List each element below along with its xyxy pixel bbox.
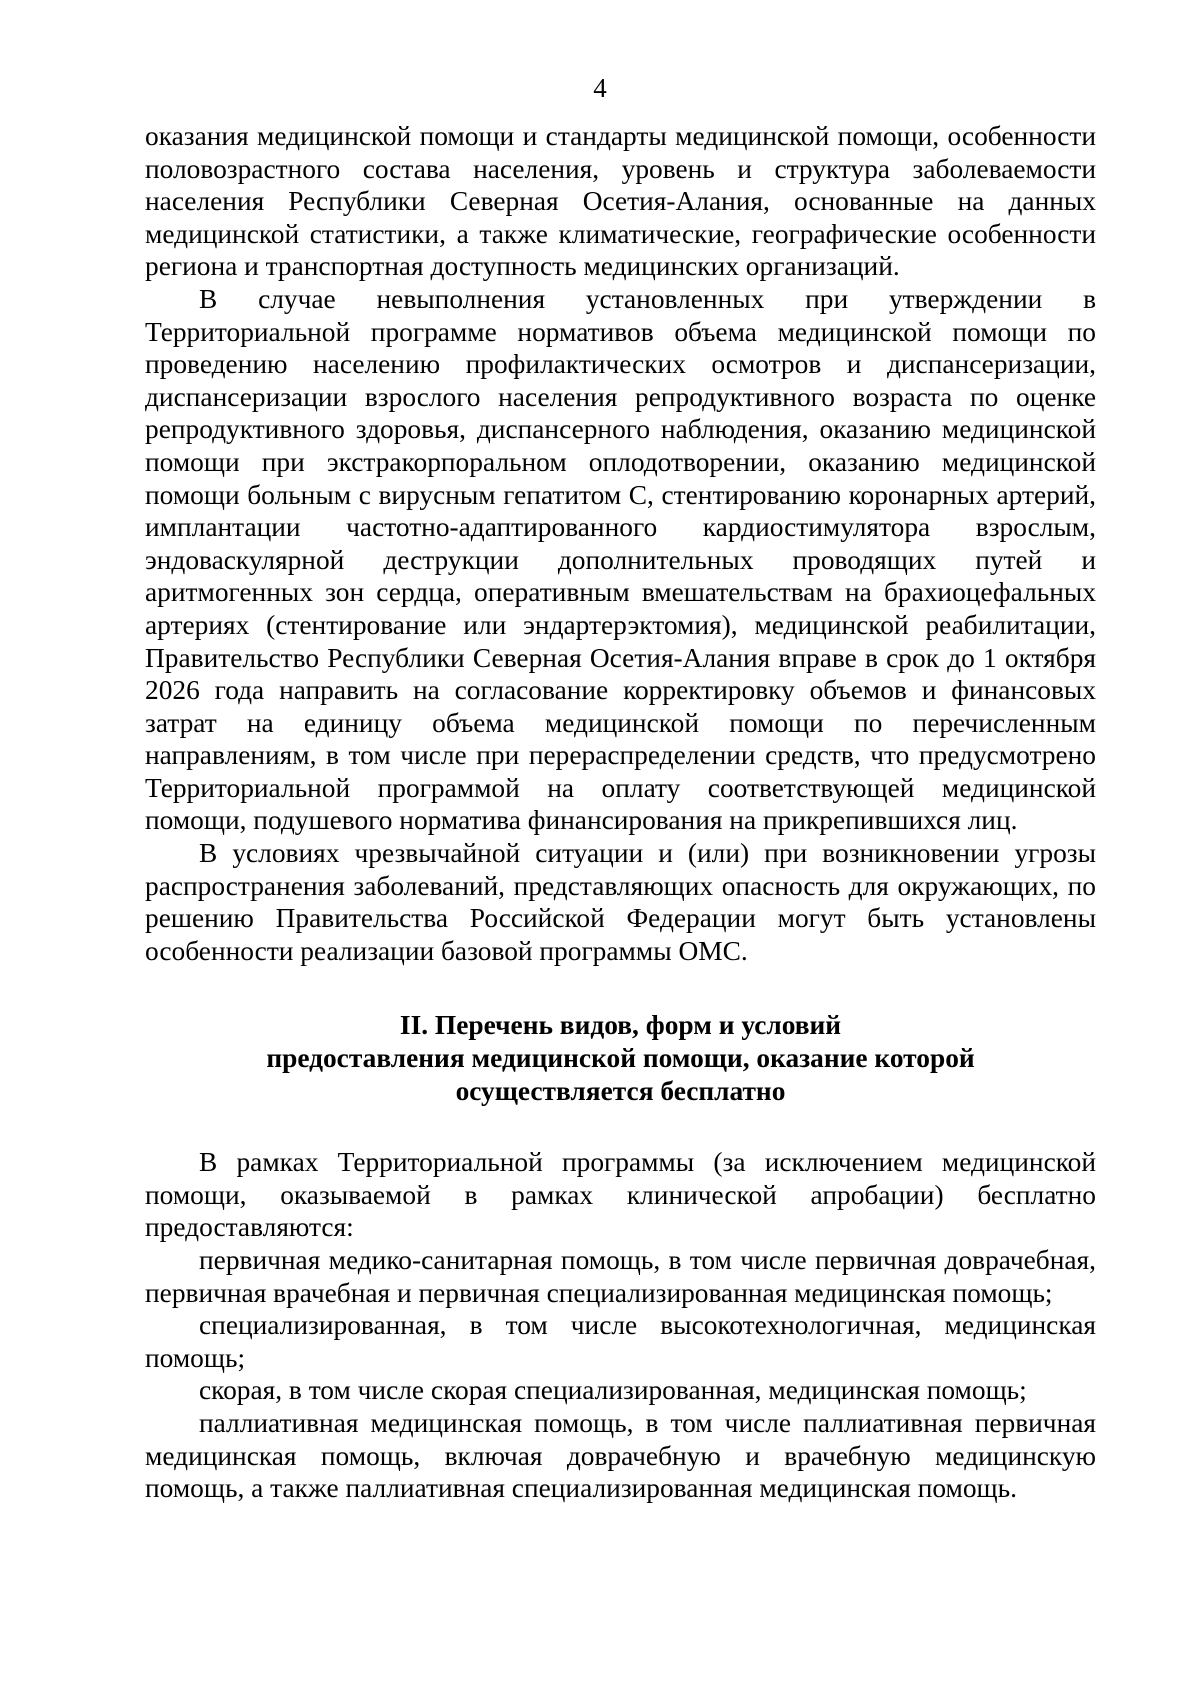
document-body	[145, 120, 1096, 1505]
paragraph-free-care-intro: В рамках Территориальной программы (за исключением медицинской помощи, оказываемой в рамках клинической апробации) бесплатно предоставляются:	[145, 1147, 1096, 1243]
paragraph-volume-correction: В случае невыполнения установленных при утверждении в Территориальной программе нормативов объема медицинской помощи по проведению населению профилактических осмотров и диспансеризации, диспансеризации взрослого населения репродуктивного возраста по оценке репродуктивного здоровья, диспансерного наблюдения, оказанию медицинской помощи при экстракорпоральном оплодотворении, оказанию медицинской помощи больным с вирусным гепатитом С, стентированию коронарных артерий, имплантации частотно-адаптированного кардиостимулятора взрослым, эндоваскулярной деструкции дополнительных проводящих путей и аритмогенных зон сердца, оперативным вмешательствам на брахиоцефальных артериях (стентирование или эндартерэктомия), медицинской реабилитации, Правительство Республики Северная Осетия-Алания вправе в срок до 1 октября 2026 года направить на согласование корректировку объемов и финансовых затрат на единицу объема медицинской помощи по перечисленным направлениям, в том числе при перераспределении средств, что предусмотрено Территориальной программой на оплату соответствующей медицинской помощи, подушевого норматива финансирования на прикрепившихся лиц.	[145, 283, 1096, 836]
paragraph-emergency: В условиях чрезвычайной ситуации и (или) при возникновении угрозы распространения заболеваний, представляющих опасность для окружающих, по решению Правительства Российской Федерации могут быть установлены особенности реализации базовой программы ОМС.	[145, 838, 1096, 966]
paragraph-primary-care: первичная медико-санитарная помощь, в том числе первичная доврачебная, первичная врачебная и первичная специализированная медицинская помощь;	[145, 1245, 1096, 1308]
paragraph-specialized-care: специализированная, в том числе высокотехнологичная, медицинская помощь;	[145, 1310, 1096, 1373]
paragraph-standards: оказания медицинской помощи и стандарты медицинской помощи, особенности половозрастного состава населения, уровень и структура заболеваемости населения Республики Северная Осетия-Алания, основанные на данных медицинской статистики, а также климатические, географические особенности региона и транспортная доступность медицинских организаций.	[145, 121, 1096, 282]
section-heading	[145, 1009, 1096, 1107]
paragraph-ambulance-care: скорая, в том числе скорая специализированная, медицинская помощь;	[199, 1375, 1027, 1406]
paragraph-palliative-care: паллиативная медицинская помощь, в том числе паллиативная первичная медицинская помощь, включая доврачебную и врачебную медицинскую помощь, а также паллиативная специализированная медицинская помощь.	[145, 1407, 1096, 1504]
section-spacer	[145, 1107, 1096, 1146]
page-number: 4	[593, 73, 607, 103]
section-heading-line-3: осуществляется бесплатно	[455, 1075, 786, 1106]
section-heading-line-1: II. Перечень видов, форм и условий	[399, 1010, 842, 1041]
section-heading-line-2: предоставления медицинской помощи, оказание которой	[266, 1043, 975, 1074]
